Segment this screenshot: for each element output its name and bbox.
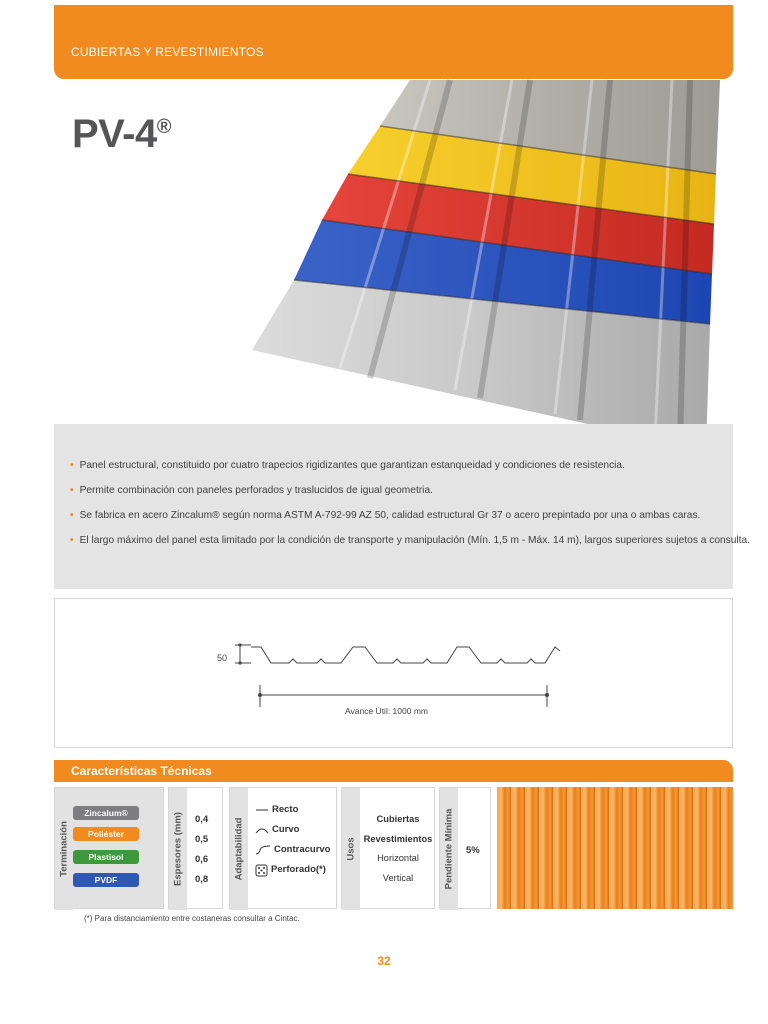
finish-zincalum: Zincalum®: [73, 806, 139, 820]
adaptability-list: [255, 800, 330, 880]
counter-curve-icon: [255, 845, 271, 855]
slope-value: 5%: [466, 845, 480, 856]
thickness-label: Espesores (mm): [169, 788, 187, 910]
width-label: Avance Útil: 1000 mm: [345, 706, 428, 716]
finish-cell: [54, 787, 164, 909]
page-number: 32: [377, 954, 391, 968]
product-title: [72, 112, 171, 157]
profile-diagram: [54, 598, 733, 748]
feature-item: • El largo máximo del panel esta limitado por la condición de transporte y manipulación (Mín. 1,5 m - Máx. 14 m), largos superiores sujetos a consulta.: [70, 535, 751, 546]
use-item: Vertical: [382, 872, 414, 883]
product-name: PV-4: [72, 112, 157, 156]
feature-item: • Se fabrica en acero Zincalum® según norma ASTM A-792-99 AZ 50, calidad estructural Gr 37 o acero prepintado por una o ambas caras.: [70, 510, 701, 521]
profile-drawing: [55, 599, 734, 749]
adaptability-cell: [229, 787, 337, 909]
adapt-contracurvo: Contracurvo: [255, 840, 330, 860]
adaptability-label: Adaptabilidad: [230, 788, 248, 910]
thickness-values: [195, 810, 208, 890]
bullet-icon: •: [70, 535, 74, 546]
uses-list: [360, 810, 436, 888]
bullet-icon: •: [70, 460, 74, 471]
feature-item: • Panel estructural, constituido por cuatro trapecios rigidizantes que garantizan estanqueidad y condiciones de resistencia.: [70, 460, 625, 471]
tech-table: [54, 787, 733, 909]
bullet-icon: •: [70, 510, 74, 521]
section-header: [54, 5, 733, 79]
finish-plastisol: Plastisol: [73, 850, 139, 864]
adapt-curvo: Curvo: [255, 820, 330, 840]
thickness-cell: [168, 787, 223, 909]
slope-cell: [439, 787, 491, 909]
adapt-recto: Recto: [255, 800, 330, 820]
uses-label: Usos: [342, 788, 360, 910]
height-label: 50: [217, 653, 228, 663]
bullet-icon: •: [70, 485, 74, 496]
feature-item: • Permite combinación con paneles perforados y traslucidos de igual geometria.: [70, 485, 433, 496]
footnote: (*) Para distanciamiento entre costaneras consultar a Cintac.: [84, 914, 300, 923]
tech-title: Características Técnicas: [71, 764, 212, 778]
thickness-value: 0,4: [195, 814, 209, 825]
use-item: Horizontal: [377, 853, 419, 863]
finish-pvdf: PVDF: [73, 873, 139, 887]
curve-icon: [255, 826, 269, 834]
panel-texture-photo: [497, 787, 733, 909]
thickness-value: 0,8: [195, 874, 209, 885]
use-item: Cubiertas: [376, 814, 420, 824]
use-item: Revestimientos: [363, 833, 433, 844]
registered-mark: ®: [156, 116, 171, 138]
finish-label: Terminación: [55, 788, 73, 910]
perforated-icon: [255, 864, 268, 877]
slope-label: Pendiente Mínima: [440, 788, 458, 910]
tech-header: [54, 760, 733, 782]
section-title: CUBIERTAS Y REVESTIMIENTOS: [71, 45, 264, 59]
straight-line-icon: [255, 806, 269, 814]
features-panel: [54, 424, 751, 589]
thickness-value: 0,6: [195, 854, 209, 865]
uses-cell: [341, 787, 435, 909]
thickness-value: 0,5: [195, 834, 209, 845]
finish-poliester: Poliéster: [73, 827, 139, 841]
roof-panels-photo: [250, 78, 720, 450]
adapt-perforado: Perforado(*): [255, 860, 330, 880]
